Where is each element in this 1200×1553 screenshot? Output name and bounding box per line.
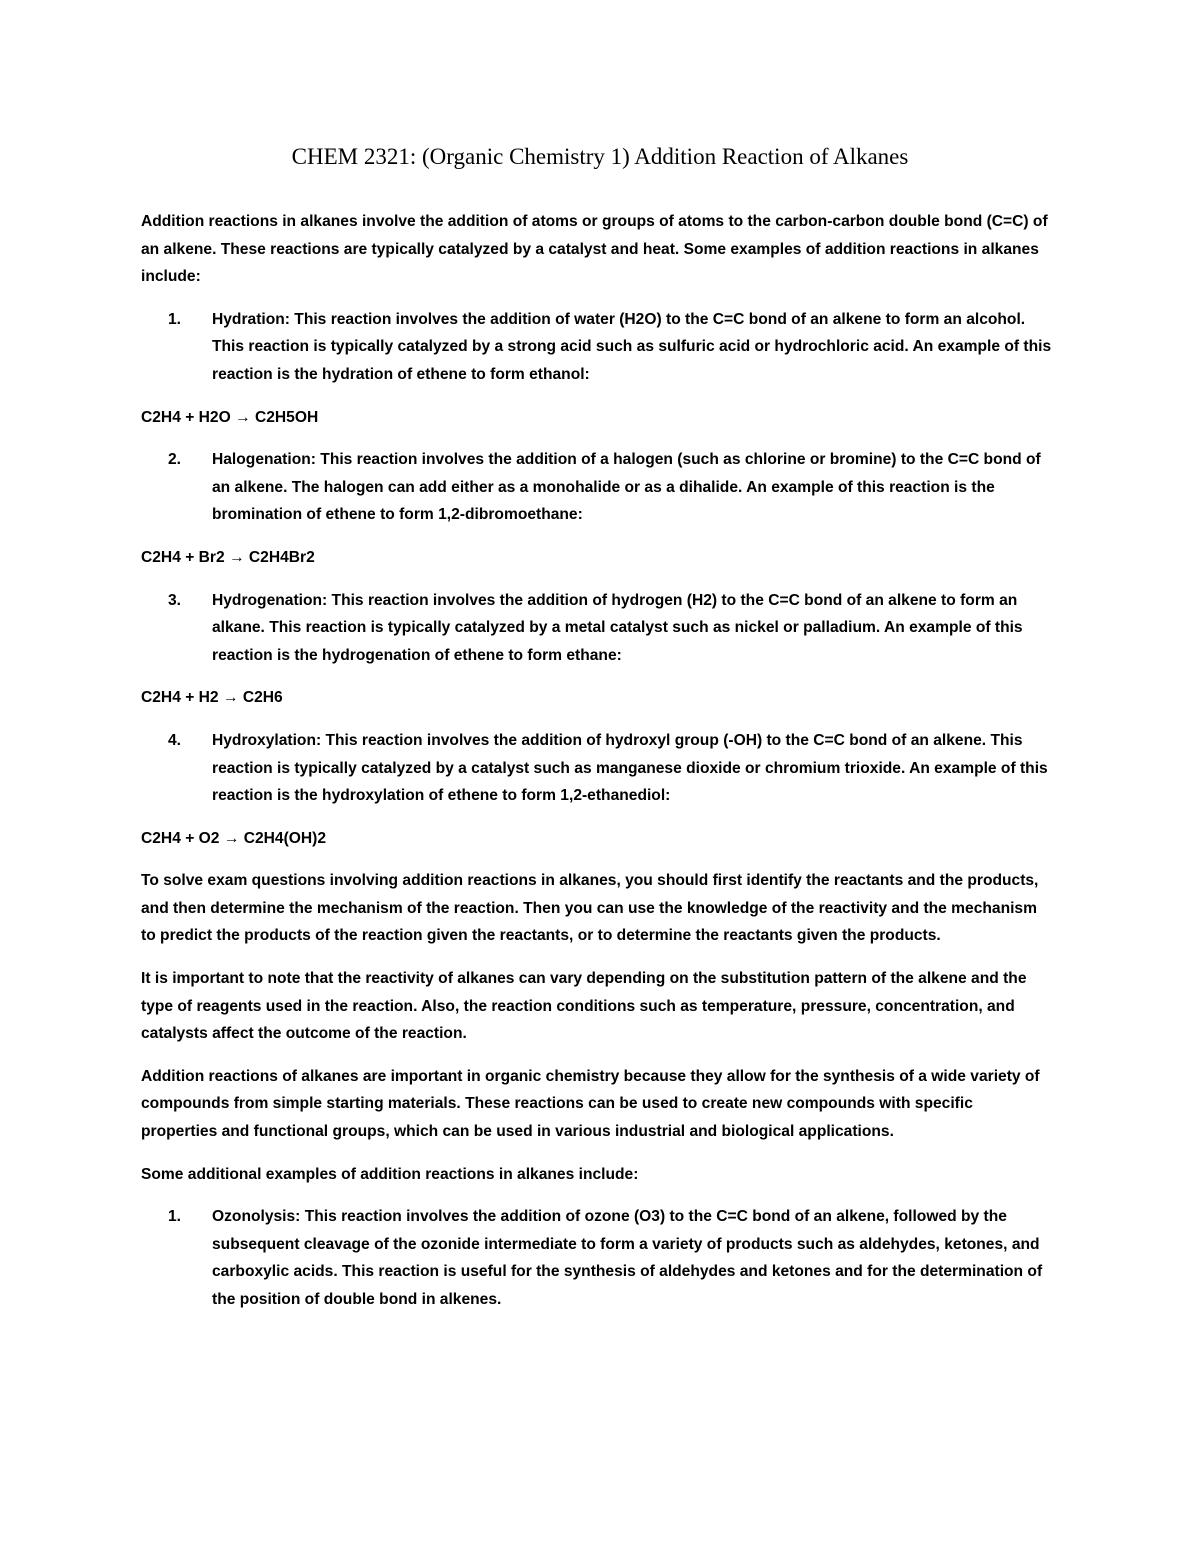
list-item-ozonolysis	[141, 1203, 1053, 1313]
equation-hydration: C2H4 + H2O → C2H5OH	[141, 408, 319, 426]
list-item-text: Hydroxylation: This reaction involves the addition of hydroxyl group (-OH) to the C=C bond of an alkene. This reaction is typically catalyzed by a catalyst such as manganese dioxide or chromium trioxide. An example of this reaction is the hydroxylation of ethene to form 1,2-ethanediol:	[212, 731, 1048, 805]
exam-paragraph: To solve exam questions involving addition reactions in alkanes, you should first identify the reactants and the products, and then determine the mechanism of the reaction. Then you can use the knowledge of the reactivity and the mechanism to predict the products of the reaction given the reactants, or to determine the reactants given the products.	[141, 872, 1039, 945]
list-item-text: Ozonolysis: This reaction involves the addition of ozone (O3) to the C=C bond of an alkene, followed by the subsequent cleavage of the ozonide intermediate to form a variety of products such as aldehydes, ketones, and carboxylic acids. This reaction is useful for the synthesis of aldehydes and ketones and for the determination of the position of double bond in alkenes.	[212, 1208, 1043, 1308]
page-title: CHEM 2321: (Organic Chemistry 1) Addition Reaction of Alkanes	[291, 144, 909, 169]
importance-paragraph: Addition reactions of alkanes are important in organic chemistry because they allow for the synthesis of a wide variety of compounds from simple starting materials. These reactions can be used to create new compounds with specific properties and functional groups, which can be used in various industrial and biological applications.	[141, 1067, 1040, 1141]
list-number: 3.	[168, 591, 182, 609]
list-number: 1.	[168, 310, 182, 328]
list-number: 4.	[168, 731, 182, 749]
list-number: 1.	[168, 1208, 182, 1226]
equation-hydroxylation: C2H4 + O2 → C2H4(OH)2	[141, 829, 327, 847]
reactivity-paragraph: It is important to note that the reactivity of alkanes can vary depending on the substitution pattern of the alkene and the type of reagents used in the reaction. Also, the reaction conditions such as temperature, pressure, concentration, and catalysts affect the outcome of the reaction.	[141, 970, 1027, 1043]
list-item-text: Hydration: This reaction involves the addition of water (H2O) to the C=C bond of an alkene to form an alcohol. This reaction is typically catalyzed by a strong acid such as sulfuric acid or hydrochloric acid. An example of this reaction is the hydration of ethene to form ethanol:	[212, 310, 1052, 383]
list-number: 2.	[168, 451, 182, 469]
equation-halogenation: C2H4 + Br2 → C2H4Br2	[141, 548, 315, 566]
additional-examples-intro: Some additional examples of addition reactions in alkanes include:	[141, 1165, 639, 1183]
list-item-text: Hydrogenation: This reaction involves the addition of hydrogen (H2) to the C=C bond of an alkene to form an alkane. This reaction is typically catalyzed by a metal catalyst such as nickel or palladium. An example of this reaction is the hydrogenation of ethene to form ethane:	[212, 591, 1023, 664]
list-item-text: Halogenation: This reaction involves the addition of a halogen (such as chlorine or bromine) to the C=C bond of an alkene. The halogen can add either as a monohalide or as a dihalide. An example of this reaction is the bromination of ethene to form 1,2-dibromoethane:	[212, 451, 1041, 524]
list-item-halogenation	[141, 446, 1053, 529]
list-item-hydrogenation	[141, 587, 1053, 670]
list-item-hydration	[141, 306, 1053, 389]
list-item-hydroxylation	[141, 727, 1053, 810]
equation-hydrogenation: C2H4 + H2 → C2H6	[141, 689, 283, 707]
intro-paragraph: Addition reactions in alkanes involve the addition of atoms or groups of atoms to the carbon-carbon double bond (C=C) of an alkene. These reactions are typically catalyzed by a catalyst and heat. Some examples of addition reactions in alkanes include:	[141, 213, 1048, 286]
document-body	[141, 208, 1053, 1329]
